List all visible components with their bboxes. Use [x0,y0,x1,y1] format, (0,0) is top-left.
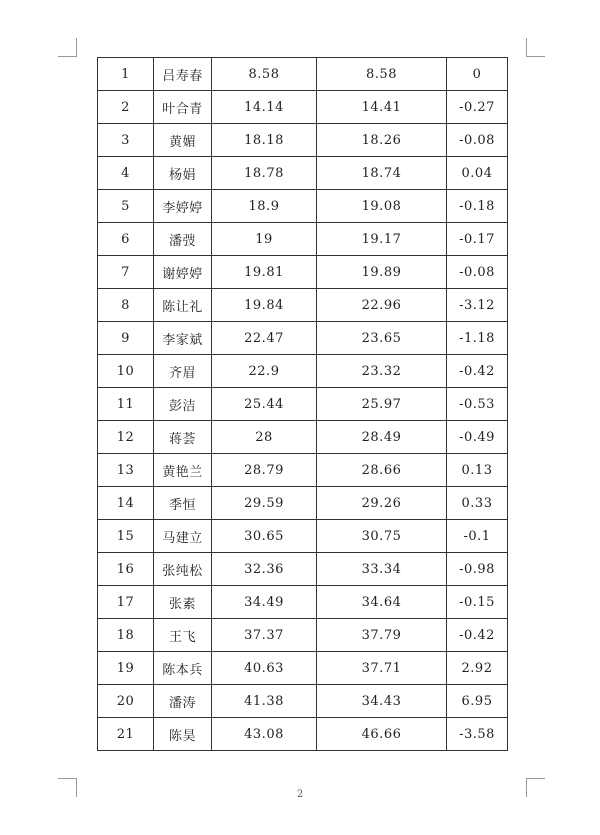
difference-cell: -0.42 [447,355,508,388]
name-cell: 黄媚 [154,124,212,157]
value-b-cell: 23.32 [317,355,447,388]
difference-cell: -0.98 [447,553,508,586]
value-b-cell: 14.41 [317,91,447,124]
name-cell: 张纯松 [154,553,212,586]
value-a-cell: 30.65 [212,520,317,553]
value-a-cell: 32.36 [212,553,317,586]
row-number-cell: 8 [98,289,154,322]
difference-cell: -0.17 [447,223,508,256]
row-number-cell: 10 [98,355,154,388]
table-row [98,157,508,190]
name-cell: 彭洁 [154,388,212,421]
value-b-cell: 23.65 [317,322,447,355]
value-b-cell: 33.34 [317,553,447,586]
difference-cell: -0.27 [447,91,508,124]
table-row [98,487,508,520]
table-row [98,553,508,586]
name-cell: 杨娟 [154,157,212,190]
value-b-cell: 18.74 [317,157,447,190]
table-row [98,91,508,124]
row-number-cell: 17 [98,586,154,619]
name-cell: 季恒 [154,487,212,520]
value-a-cell: 34.49 [212,586,317,619]
name-cell: 齐眉 [154,355,212,388]
difference-cell: -3.12 [447,289,508,322]
value-b-cell: 18.26 [317,124,447,157]
value-a-cell: 18.78 [212,157,317,190]
table-row [98,718,508,751]
difference-cell: 6.95 [447,685,508,718]
table-row [98,355,508,388]
value-b-cell: 19.08 [317,190,447,223]
row-number-cell: 9 [98,322,154,355]
value-a-cell: 19 [212,223,317,256]
difference-cell: -0.1 [447,520,508,553]
name-cell: 叶合青 [154,91,212,124]
value-a-cell: 19.84 [212,289,317,322]
difference-cell: 0.04 [447,157,508,190]
value-a-cell: 37.37 [212,619,317,652]
value-b-cell: 22.96 [317,289,447,322]
value-a-cell: 8.58 [212,58,317,91]
value-b-cell: 30.75 [317,520,447,553]
difference-cell: -0.08 [447,124,508,157]
name-cell: 陈昊 [154,718,212,751]
table-row [98,223,508,256]
table-row [98,454,508,487]
row-number-cell: 7 [98,256,154,289]
row-number-cell: 3 [98,124,154,157]
value-a-cell: 29.59 [212,487,317,520]
difference-cell: -0.49 [447,421,508,454]
name-cell: 潘弢 [154,223,212,256]
name-cell: 蒋荟 [154,421,212,454]
value-a-cell: 19.81 [212,256,317,289]
table-row [98,190,508,223]
table-row [98,289,508,322]
value-b-cell: 19.89 [317,256,447,289]
value-b-cell: 37.71 [317,652,447,685]
row-number-cell: 2 [98,91,154,124]
row-number-cell: 13 [98,454,154,487]
name-cell: 张素 [154,586,212,619]
row-number-cell: 6 [98,223,154,256]
value-b-cell: 19.17 [317,223,447,256]
row-number-cell: 18 [98,619,154,652]
name-cell: 黄艳兰 [154,454,212,487]
value-b-cell: 29.26 [317,487,447,520]
row-number-cell: 19 [98,652,154,685]
crop-mark-top-left [58,38,77,57]
row-number-cell: 5 [98,190,154,223]
page-number: 2 [296,789,304,800]
value-a-cell: 18.18 [212,124,317,157]
table-row [98,520,508,553]
table-row [98,421,508,454]
difference-cell: -0.42 [447,619,508,652]
difference-cell: -1.18 [447,322,508,355]
difference-cell: -0.08 [447,256,508,289]
table-row [98,619,508,652]
value-a-cell: 43.08 [212,718,317,751]
difference-cell: 0 [447,58,508,91]
value-a-cell: 14.14 [212,91,317,124]
difference-cell: -0.15 [447,586,508,619]
value-a-cell: 22.47 [212,322,317,355]
table-row [98,124,508,157]
table-row [98,388,508,421]
row-number-cell: 4 [98,157,154,190]
row-number-cell: 11 [98,388,154,421]
value-a-cell: 25.44 [212,388,317,421]
difference-cell: 2.92 [447,652,508,685]
table-row [98,58,508,91]
value-a-cell: 40.63 [212,652,317,685]
row-number-cell: 12 [98,421,154,454]
difference-cell: 0.13 [447,454,508,487]
table-row [98,256,508,289]
difference-cell: -3.58 [447,718,508,751]
row-number-cell: 21 [98,718,154,751]
value-b-cell: 34.64 [317,586,447,619]
value-a-cell: 28.79 [212,454,317,487]
value-a-cell: 28 [212,421,317,454]
difference-cell: -0.53 [447,388,508,421]
value-b-cell: 46.66 [317,718,447,751]
value-b-cell: 34.43 [317,685,447,718]
score-table [97,57,508,751]
value-b-cell: 8.58 [317,58,447,91]
name-cell: 陈让礼 [154,289,212,322]
name-cell: 陈本兵 [154,652,212,685]
score-table-body [98,58,508,751]
value-b-cell: 37.79 [317,619,447,652]
name-cell: 谢婷婷 [154,256,212,289]
name-cell: 马建立 [154,520,212,553]
table-row [98,586,508,619]
row-number-cell: 1 [98,58,154,91]
table-row [98,322,508,355]
table-row [98,685,508,718]
difference-cell: 0.33 [447,487,508,520]
row-number-cell: 16 [98,553,154,586]
value-b-cell: 25.97 [317,388,447,421]
name-cell: 李婷婷 [154,190,212,223]
value-b-cell: 28.66 [317,454,447,487]
name-cell: 吕寿春 [154,58,212,91]
row-number-cell: 20 [98,685,154,718]
value-a-cell: 18.9 [212,190,317,223]
value-a-cell: 41.38 [212,685,317,718]
name-cell: 李家斌 [154,322,212,355]
name-cell: 王飞 [154,619,212,652]
value-b-cell: 28.49 [317,421,447,454]
name-cell: 潘涛 [154,685,212,718]
table-row [98,652,508,685]
row-number-cell: 14 [98,487,154,520]
value-a-cell: 22.9 [212,355,317,388]
difference-cell: -0.18 [447,190,508,223]
row-number-cell: 15 [98,520,154,553]
crop-mark-top-right [526,38,545,57]
